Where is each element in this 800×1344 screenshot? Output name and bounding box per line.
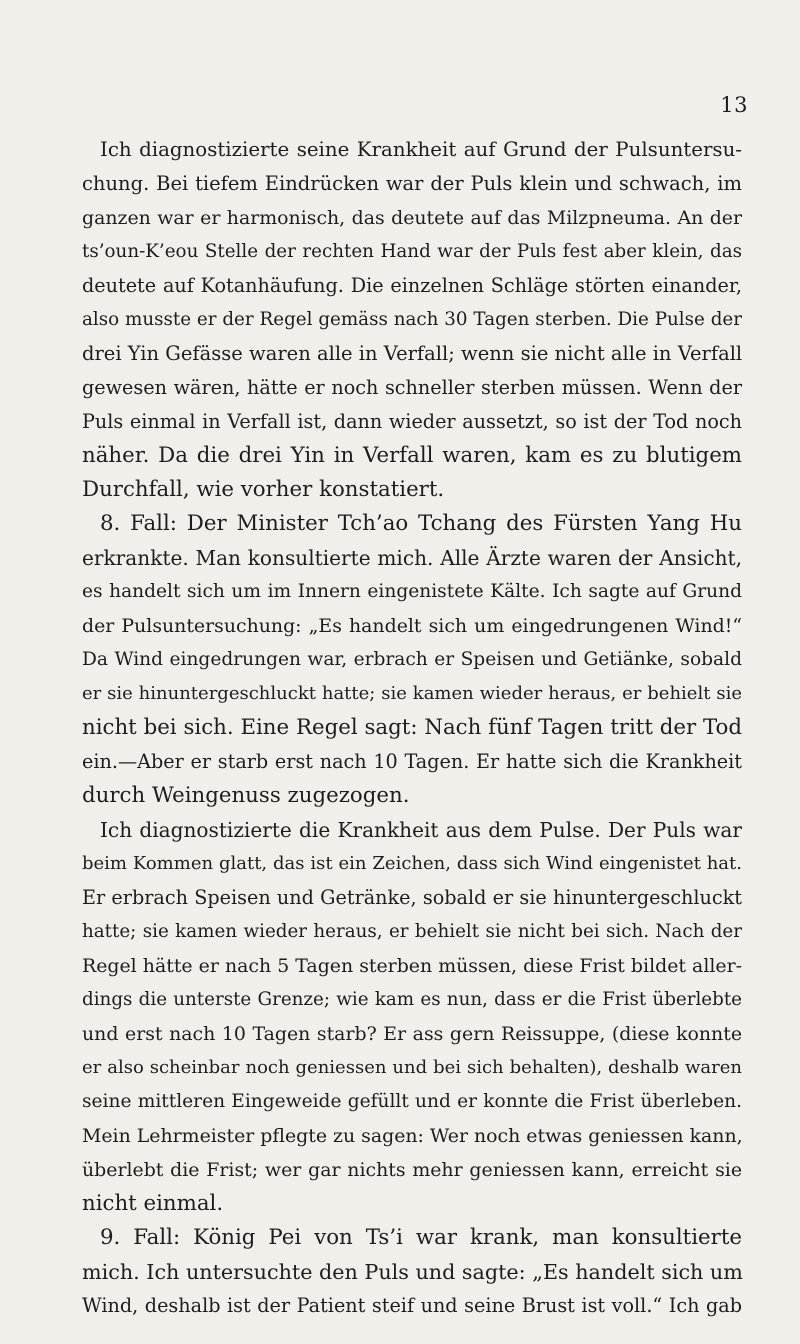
text-line: Er erbrach Speisen und Getränke, sobald er sie hinuntergeschluckt bbox=[82, 886, 742, 909]
text-line: dings die unterste Grenze; wie kam es nun, dass er die Frist überlebte bbox=[82, 989, 742, 1010]
text-line: ts’oun-K’eou Stelle der rechten Hand war der Puls fest aber klein, das bbox=[82, 241, 742, 262]
text-line: mich. Ich untersuchte den Puls und sagte: „Es handelt sich um bbox=[82, 1260, 743, 1284]
text-line: also musste er der Regel gemäss nach 30 Tagen sterben. Die Pulse der bbox=[82, 309, 742, 330]
text-line: beim Kommen glatt, das ist ein Zeichen, dass sich Wind eingenistet hat. bbox=[82, 853, 742, 874]
text-line: hatte; sie kamen wieder heraus, er behielt sie nicht bei sich. Nach der bbox=[82, 921, 742, 942]
text-line: 8. Fall: Der Minister Tch’ao Tchang des Fürsten Yang Hu bbox=[100, 511, 742, 536]
text-line: es handelt sich um im Innern eingenistete Kälte. Ich sagte auf Grund bbox=[82, 581, 742, 602]
text-line: ganzen war er harmonisch, das deutete auf das Milzpneuma. An der bbox=[82, 207, 742, 229]
text-line: Ich diagnostizierte seine Krankheit auf Grund der Pulsuntersu- bbox=[100, 138, 742, 161]
text-line: chung. Bei tiefem Eindrücken war der Puls klein und schwach, im bbox=[82, 172, 742, 195]
text-line: seine mittleren Eingeweide gefüllt und er konnte die Frist überleben. bbox=[82, 1091, 742, 1112]
text-line: gewesen wären, hätte er noch schneller sterben müssen. Wenn der bbox=[82, 376, 742, 399]
text-line: Wind, deshalb ist der Patient steif und seine Brust ist voll.“ Ich gab bbox=[82, 1294, 742, 1317]
text-line: näher. Da die drei Yin in Verfall waren, kam es zu blutigem bbox=[82, 443, 742, 468]
text-line: durch Weingenuss zugezogen. bbox=[82, 783, 410, 808]
text-line: Da Wind eingedrungen war, erbrach er Speisen und Getiänke, sobald bbox=[82, 649, 742, 670]
text-line: er also scheinbar noch geniessen und bei sich behalten), deshalb waren bbox=[82, 1057, 742, 1078]
body-text bbox=[82, 133, 742, 1323]
text-line: nicht bei sich. Eine Regel sagt: Nach fünf Tagen tritt der Tod bbox=[82, 715, 742, 740]
text-line: er sie hinuntergeschluckt hatte; sie kamen wieder heraus, er behielt sie bbox=[82, 683, 742, 704]
text-line: deutete auf Kotanhäufung. Die einzelnen Schläge störten einander, bbox=[82, 274, 742, 297]
page-number: 13 bbox=[720, 93, 748, 117]
text-line: der Pulsuntersuchung: „Es handelt sich um eingedrungenen Wind!“ bbox=[82, 615, 742, 637]
text-line: ein.—Aber er starb erst nach 10 Tagen. Er hatte sich die Krankheit bbox=[82, 750, 742, 773]
text-line: erkrankte. Man konsultierte mich. Alle Ärzte waren der Ansicht, bbox=[82, 546, 742, 570]
text-line: drei Yin Gefässe waren alle in Verfall; wenn sie nicht alle in Verfall bbox=[82, 342, 743, 365]
text-line: und erst nach 10 Tagen starb? Er ass gern Reissuppe, (diese konnte bbox=[82, 1023, 742, 1045]
text-line: überlebt die Frist; wer gar nichts mehr geniessen kann, erreicht sie bbox=[82, 1159, 742, 1181]
text-line: Durchfall, wie vorher konstatiert. bbox=[82, 477, 445, 502]
text-line: 9. Fall: König Pei von Ts’i war krank, man konsultierte bbox=[100, 1225, 742, 1250]
text-line: Mein Lehrmeister pflegte zu sagen: Wer noch etwas geniessen kann, bbox=[82, 1125, 743, 1147]
text-line: Puls einmal in Verfall ist, dann wieder aussetzt, so ist der Tod noch bbox=[82, 410, 742, 433]
text-line: Regel hätte er nach 5 Tagen sterben müssen, diese Frist bildet aller- bbox=[82, 955, 742, 977]
text-line: Ich diagnostizierte die Krankheit aus dem Pulse. Der Puls war bbox=[100, 818, 742, 842]
text-line: nicht einmal. bbox=[82, 1191, 224, 1216]
